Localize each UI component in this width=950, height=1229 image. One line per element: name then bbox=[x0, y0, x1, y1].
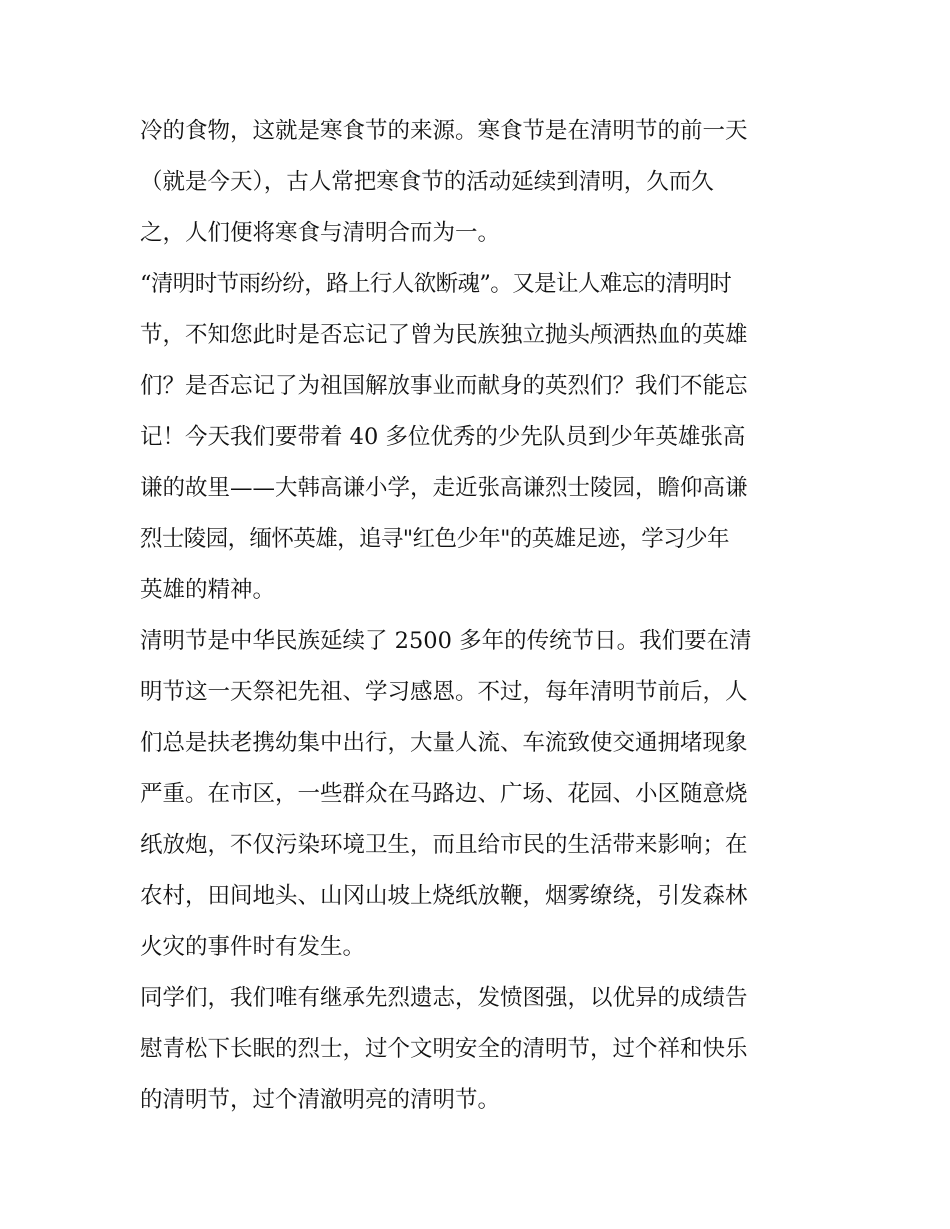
text-line: 农村，田间地头、山冈山坡上烧纸放鞭，烟雾缭绕，引发森林 bbox=[140, 883, 748, 909]
text-line: 的清明节，过个清澈明亮的清明节。 bbox=[140, 1087, 501, 1113]
text-line: 冷的食物，这就是寒食节的来源。寒食节是在清明节的前一天 bbox=[140, 118, 748, 144]
text-line: 之，人们便将寒食与清明合而为一。 bbox=[140, 220, 501, 246]
text-line: （就是今天），古人常把寒食节的活动延续到清明，久而久 bbox=[140, 169, 714, 195]
text-line: 谦的故里——大韩高谦小学，走近张高谦烈士陵园，瞻仰高谦 bbox=[140, 475, 748, 501]
text-line: 慰青松下长眠的烈士，过个文明安全的清明节，过个祥和快乐 bbox=[140, 1036, 748, 1062]
text-line: 们？是否忘记了为祖国解放事业而献身的英烈们？我们不能忘 bbox=[140, 373, 748, 399]
text-line: 们总是扶老携幼集中出行，大量人流、车流致使交通拥堵现象 bbox=[140, 730, 748, 756]
text-line: “清明时节雨纷纷，路上行人欲断魂”。又是让人难忘的清明时 bbox=[140, 271, 732, 297]
text-line: 同学们，我们唯有继承先烈遗志，发愤图强，以优异的成绩告 bbox=[140, 985, 748, 1011]
text-line: 纸放炮，不仅污染环境卫生，而且给市民的生活带来影响；在 bbox=[140, 832, 748, 858]
text-line: 明节这一天祭祀先祖、学习感恩。不过，每年清明节前后，人 bbox=[140, 679, 748, 705]
text-line: 英雄的精神。 bbox=[140, 577, 276, 603]
text-line: 火灾的事件时有发生。 bbox=[140, 934, 366, 960]
text-line: 严重。在市区，一些群众在马路边、广场、花园、小区随意烧 bbox=[140, 781, 748, 807]
body-text bbox=[140, 106, 814, 1126]
text-line: 清明节是中华民族延续了 2500 多年的传统节日。我们要在清 bbox=[140, 628, 752, 654]
text-line: 节，不知您此时是否忘记了曾为民族独立抛头颅洒热血的英雄 bbox=[140, 322, 748, 348]
text-line: 记！今天我们要带着 40 多位优秀的少先队员到少年英雄张高 bbox=[140, 424, 746, 450]
text-line: 烈士陵园，缅怀英雄，追寻"红色少年"的英雄足迹，学习少年 bbox=[140, 526, 729, 552]
